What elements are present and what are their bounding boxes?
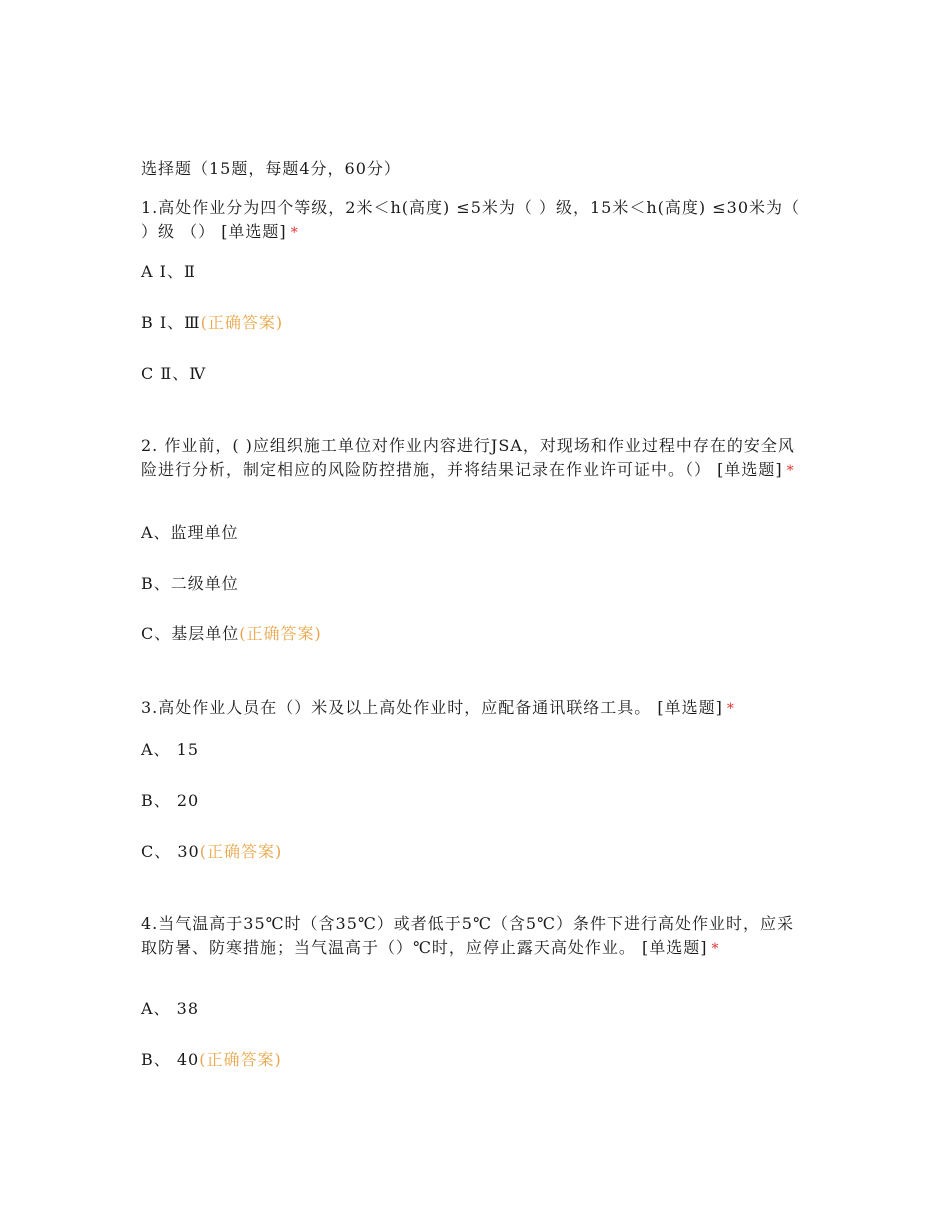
question-3 xyxy=(141,696,809,721)
option-3b[interactable] xyxy=(141,789,199,813)
option-2b[interactable] xyxy=(141,572,239,596)
section-title: 选择题（15题，每题4分，60分） xyxy=(141,159,401,178)
question-text xyxy=(141,196,809,245)
option-label: C Ⅱ、Ⅳ xyxy=(141,364,207,383)
required-mark: * xyxy=(290,225,299,241)
question-4 xyxy=(141,912,809,961)
question-1 xyxy=(141,196,809,245)
option-label: B Ⅰ、Ⅲ xyxy=(141,313,201,332)
required-mark: * xyxy=(786,463,795,479)
option-2a[interactable] xyxy=(141,521,239,545)
required-mark: * xyxy=(711,941,720,957)
option-3a[interactable] xyxy=(141,738,199,762)
question-type: [单选题] xyxy=(717,460,783,479)
correct-answer-mark: (正确答案) xyxy=(200,313,284,332)
option-label: A、 38 xyxy=(141,999,200,1018)
option-label: B、 20 xyxy=(141,791,200,810)
question-type: [单选题] xyxy=(221,222,287,241)
option-label: B、二级单位 xyxy=(141,574,239,593)
question-stem: 2. 作业前，( )应组织施工单位对作业内容进行JSA，对现场和作业过程中存在的安全风险进行分析，制定相应的风险防控措施，并将结果记录在作业许可证中。（） xyxy=(141,436,795,479)
option-label: C、基层单位 xyxy=(141,624,240,643)
question-stem: 4.当气温高于35℃时（含35℃）或者低于5℃（含5℃）条件下进行高处作业时，应采取防暑、防寒措施；当气温高于（）℃时，应停止露天高处作业。 xyxy=(141,914,794,957)
option-label: B、 40 xyxy=(141,1050,200,1069)
option-1b[interactable] xyxy=(141,311,283,335)
option-label: A、 15 xyxy=(141,740,200,759)
question-text xyxy=(141,696,809,721)
question-stem: 1.高处作业分为四个等级，2米＜h(高度) ≤5米为（ ）级，15米＜h(高度) ≤30米为（ ）级 （） xyxy=(141,198,800,241)
correct-answer-mark: (正确答案) xyxy=(199,842,283,861)
question-type: [单选题] xyxy=(657,698,723,717)
question-text xyxy=(141,434,809,483)
option-4b[interactable] xyxy=(141,1048,282,1072)
question-type: [单选题] xyxy=(642,938,708,957)
required-mark: * xyxy=(726,701,735,717)
option-1c[interactable] xyxy=(141,362,206,386)
question-2 xyxy=(141,434,809,483)
option-label: A Ⅰ、Ⅱ xyxy=(141,262,196,281)
question-text xyxy=(141,912,809,961)
option-2c[interactable] xyxy=(141,622,322,646)
correct-answer-mark: (正确答案) xyxy=(199,1050,282,1069)
correct-answer-mark: (正确答案) xyxy=(239,624,322,643)
option-4a[interactable] xyxy=(141,997,199,1021)
option-3c[interactable] xyxy=(141,840,282,864)
question-stem: 3.高处作业人员在（）米及以上高处作业时，应配备通讯联络工具。 xyxy=(141,698,652,717)
option-label: C、 30 xyxy=(141,842,200,861)
option-1a[interactable] xyxy=(141,260,196,284)
option-label: A、监理单位 xyxy=(141,523,239,542)
